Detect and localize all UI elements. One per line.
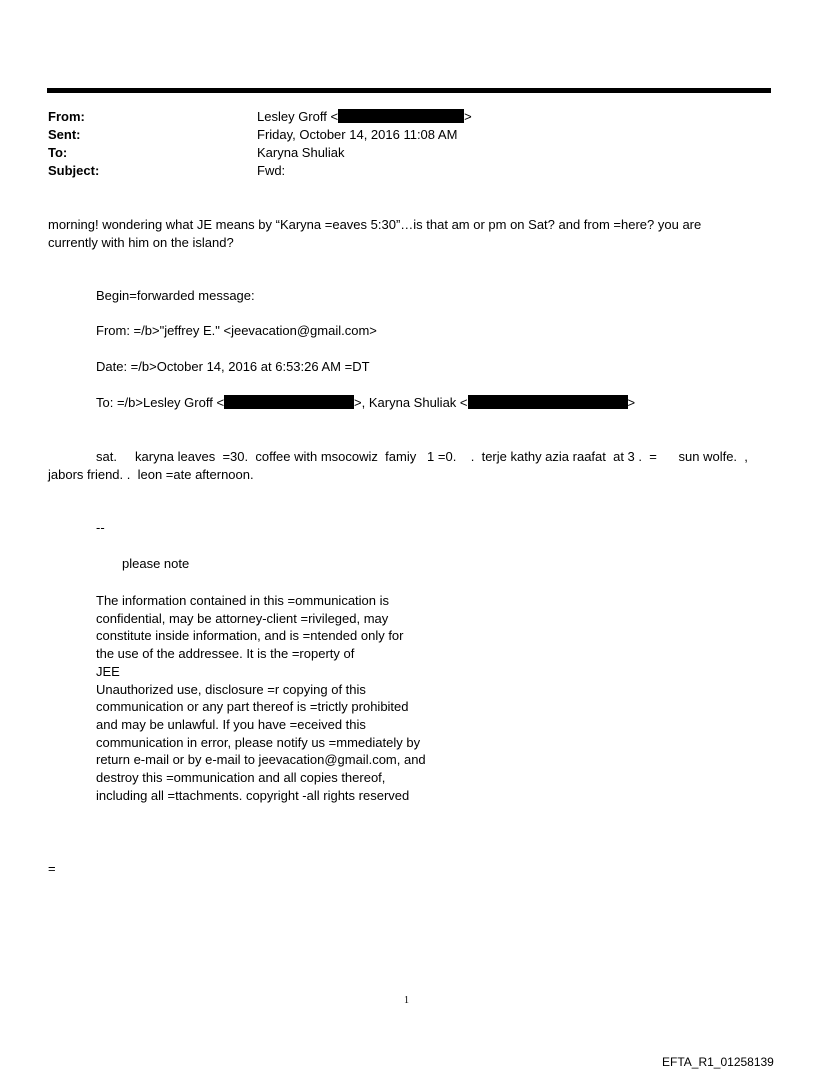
signature-separator: -- bbox=[96, 520, 105, 535]
subject-label: Subject: bbox=[48, 163, 100, 178]
disclaimer-line: return e-mail or by e-mail to jeevacation@gmail.com, and bbox=[96, 752, 426, 768]
header-rule bbox=[47, 88, 771, 93]
please-note-heading: please note bbox=[122, 556, 190, 571]
intro-line: morning! wondering what JE means by “Karyna =eaves 5:30”…is that am or pm on Sat? and from =here? you are bbox=[48, 217, 702, 232]
to-value: Karyna Shuliak bbox=[257, 145, 345, 160]
schedule-paragraph bbox=[48, 448, 748, 484]
redaction-block bbox=[224, 395, 354, 409]
document-id: EFTA_R1_01258139 bbox=[662, 1055, 774, 1069]
fwd-to-suffix: > bbox=[627, 395, 636, 410]
disclaimer-line: JEE bbox=[96, 663, 120, 679]
fwd-date-line: Date: =/b>October 14, 2016 at 6:53:26 AM =DT bbox=[96, 359, 370, 374]
from-name: Lesley Groff < bbox=[257, 109, 339, 124]
disclaimer-block bbox=[96, 592, 426, 804]
fwd-to-line bbox=[96, 394, 635, 412]
sent-value: Friday, October 14, 2016 11:08 AM bbox=[257, 127, 458, 142]
redaction-block bbox=[468, 395, 628, 409]
trailing-equals: = bbox=[48, 861, 56, 876]
sent-label: Sent: bbox=[48, 127, 81, 142]
disclaimer-line: communication or any part thereof is =trictly prohibited bbox=[96, 699, 409, 715]
intro-line: currently with him on the island? bbox=[48, 235, 234, 250]
schedule-line: jabors friend. . leon =ate afternoon. bbox=[48, 467, 254, 482]
forwarded-marker: Begin=forwarded message: bbox=[96, 288, 255, 303]
disclaimer-line: confidential, may be attorney-client =rivileged, may bbox=[96, 610, 389, 626]
disclaimer-line: destroy this =ommunication and all copies thereof, bbox=[96, 770, 386, 786]
to-label: To: bbox=[48, 145, 68, 160]
schedule-line: sat. karyna leaves =30. coffee with msocowiz famiy 1 =0. . terje kathy azia raafat at 3 . = sun wolfe. , bbox=[96, 449, 748, 464]
from-value bbox=[257, 108, 472, 126]
disclaimer-line: Unauthorized use, disclosure =r copying of this bbox=[96, 681, 366, 697]
redaction-block bbox=[338, 109, 464, 123]
disclaimer-line: communication in error, please notify us =mmediately by bbox=[96, 734, 421, 750]
fwd-to-prefix: To: =/b>Lesley Groff < bbox=[96, 395, 225, 410]
from-label: From: bbox=[48, 109, 85, 124]
disclaimer-line: and may be unlawful. If you have =eceived this bbox=[96, 716, 366, 732]
fwd-to-middle: >, Karyna Shuliak < bbox=[354, 395, 468, 410]
subject-value: Fwd: bbox=[257, 163, 286, 178]
disclaimer-line: constitute inside information, and is =ntended only for bbox=[96, 628, 404, 644]
page-number: 1 bbox=[404, 995, 409, 1006]
from-close: > bbox=[464, 109, 472, 124]
disclaimer-line: The information contained in this =ommunication is bbox=[96, 593, 390, 608]
disclaimer-line: including all =ttachments. copyright -all rights reserved bbox=[96, 787, 410, 803]
intro-paragraph bbox=[48, 216, 701, 252]
disclaimer-line: the use of the addressee. It is the =roperty of bbox=[96, 646, 355, 662]
fwd-from-line: From: =/b>"jeffrey E." <jeevacation@gmail.com> bbox=[96, 323, 377, 338]
